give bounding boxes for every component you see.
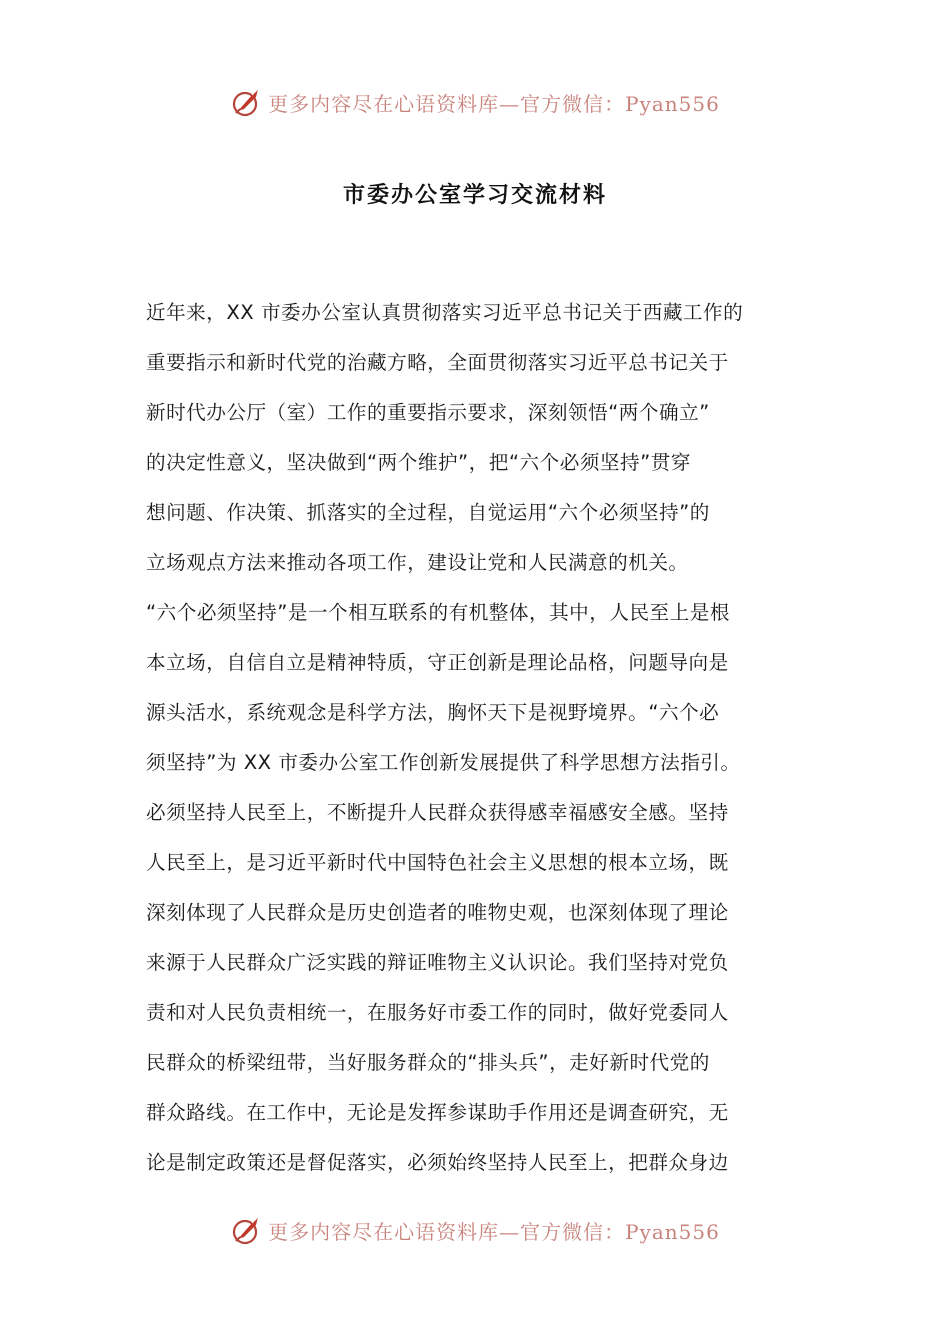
text-line: 责和对人民负责相统一，在服务好市委工作的同时，做好党委同人 (146, 1001, 729, 1024)
quill-logo-icon (230, 1213, 264, 1247)
text-line: 人民至上，是习近平新时代中国特色社会主义思想的根本立场，既 (146, 851, 729, 874)
text-line: 须坚持”为 XX 市委办公室工作创新发展提供了科学思想方法指引。 (146, 751, 741, 774)
text-line: 立场观点方法来推动各项工作，建设让党和人民满意的机关。 (146, 551, 689, 574)
text-line: 论是制定政策还是督促落实，必须始终坚持人民至上，把群众身边 (146, 1151, 729, 1174)
text-line: 想问题、作决策、抓落实的全过程，自觉运用“六个必须坚持”的 (146, 501, 710, 524)
text-line: 深刻体现了人民群众是历史创造者的唯物史观，也深刻体现了理论 (146, 901, 729, 924)
text-line: 民群众的桥梁纽带，当好服务群众的“排头兵”，走好新时代党的 (146, 1051, 710, 1074)
text-line: 本立场，自信自立是精神特质，守正创新是理论品格，问题导向是 (146, 651, 729, 674)
watermark-text: 更多内容尽在心语资料库—官方微信：Pyan556 (268, 91, 720, 116)
text-line: 近年来，XX 市委办公室认真贯彻落实习近平总书记关于西藏工作的 (146, 301, 744, 324)
watermark-banner-bottom (0, 1210, 950, 1250)
text-line: 新时代办公厅（室）工作的重要指示要求，深刻领悟“两个确立” (146, 401, 710, 424)
text-line: “六个必须坚持”是一个相互联系的有机整体，其中，人民至上是根 (146, 601, 730, 624)
text-line: 源头活水，系统观念是科学方法，胸怀天下是视野境界。“六个必 (146, 701, 720, 724)
watermark-banner-top (0, 82, 950, 122)
text-line: 来源于人民群众广泛实践的辩证唯物主义认识论。我们坚持对党负 (146, 951, 729, 974)
body-text (146, 288, 804, 1188)
text-line: 必须坚持人民至上，不断提升人民群众获得感幸福感安全感。坚持 (146, 801, 729, 824)
text-line: 的决定性意义，坚决做到“两个维护”，把“六个必须坚持”贯穿 (146, 451, 691, 474)
text-line: 群众路线。在工作中，无论是发挥参谋助手作用还是调查研究，无 (146, 1101, 729, 1124)
document-title: 市委办公室学习交流材料 (342, 183, 607, 208)
text-line: 重要指示和新时代党的治藏方略，全面贯彻落实习近平总书记关于 (146, 351, 729, 374)
quill-logo-icon (230, 85, 264, 119)
document-body (146, 288, 804, 1188)
watermark-text: 更多内容尽在心语资料库—官方微信：Pyan556 (268, 1219, 720, 1244)
